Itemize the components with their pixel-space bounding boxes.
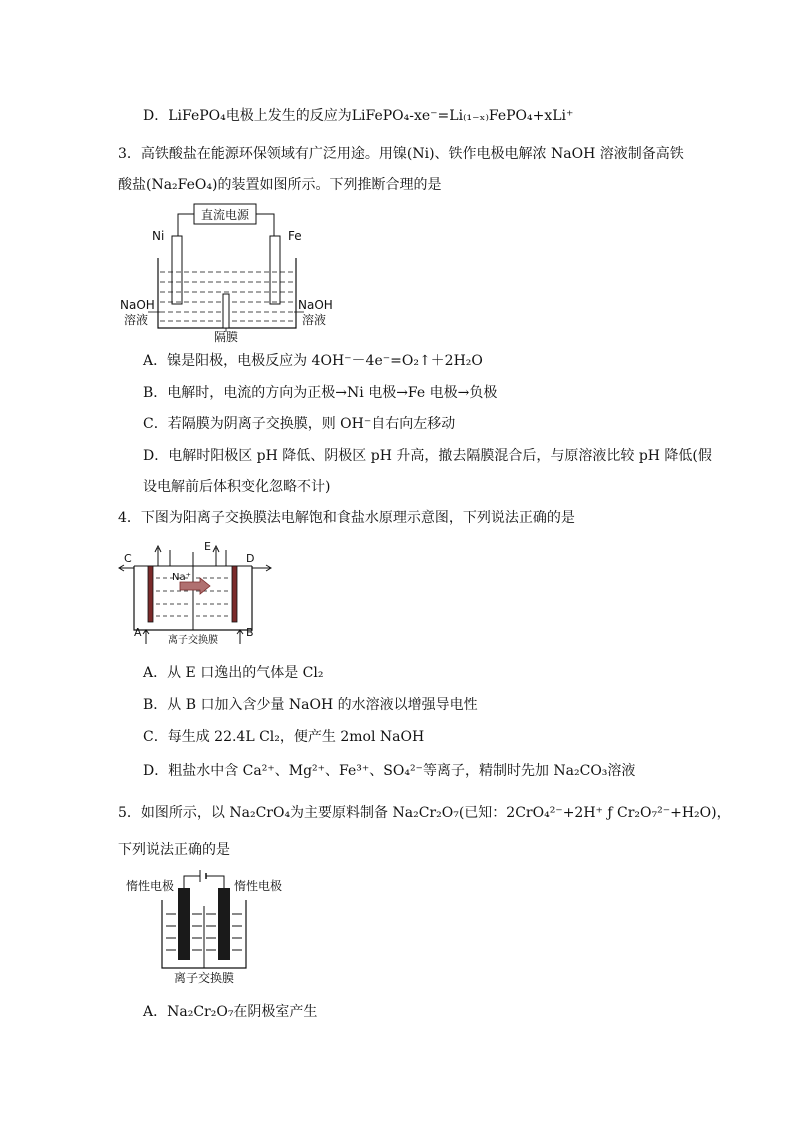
q3-stem-line1: 3．高铁酸盐在能源环保领域有广泛用途。用镍(Ni)、铁作电极电解浓 NaOH 溶液制备高铁 [118, 146, 684, 162]
q3-right-solution-2: 溶液 [302, 313, 327, 327]
q5-left-electrode [178, 888, 190, 960]
q3-option-b: B．电解时，电流的方向为正极→Ni 电极→Fe 电极→负极 [143, 385, 498, 401]
q3-option-a: A．镍是阳极，电极反应为 4OH⁻－4e⁻=O₂↑＋2H₂O [143, 353, 483, 369]
q4-option-a: A．从 E 口逸出的气体是 Cl₂ [143, 665, 324, 681]
q4-stem: 4．下图为阳离子交换膜法电解饱和食盐水原理示意图，下列说法正确的是 [118, 510, 575, 526]
q3-membrane [223, 294, 229, 328]
q5-membrane-label: 离子交换膜 [173, 971, 235, 985]
q5-right-label: 惰性电极 [234, 879, 283, 893]
q3-ni-label: Ni [152, 229, 165, 243]
q4-membrane-label: 离子交换膜 [168, 635, 218, 646]
q3-stem-line2: 酸盐(Na₂FeO₄)的装置如图所示。下列推断合理的是 [118, 177, 442, 193]
q3-right-wire [256, 214, 274, 236]
q4-label-c: C [124, 552, 132, 565]
q3-membrane-label: 隔膜 [213, 330, 239, 344]
q4-ion-label: Na⁺ [172, 572, 191, 583]
q3-right-solution-1: NaOH [298, 298, 333, 312]
q4-right-electrode [232, 566, 237, 622]
q4-electrolysis-figure [118, 536, 276, 648]
q3-left-solution-2: 溶液 [124, 313, 149, 327]
q3-fe-label: Fe [288, 229, 302, 243]
q5-right-electrode [218, 888, 230, 960]
q5-electrolysis-figure [124, 866, 304, 988]
q2-option-d: D．LiFePO₄电极上发生的反应为LiFePO₄-xe⁻=Li₍₁₋ₓ₎FePO₄+xLi⁺ [143, 108, 574, 124]
q3-option-d-line2: 设电解前后体积变化忽略不计) [143, 479, 331, 495]
q4-left-electrode [148, 566, 153, 622]
q3-left-solution-1: NaOH [120, 298, 155, 312]
q4-option-d: D．粗盐水中含 Ca²⁺、Mg²⁺、Fe³⁺、SO₄²⁻等离子，精制时先加 Na₂CO₃溶液 [143, 763, 636, 779]
q3-fe-electrode [270, 236, 280, 304]
q3-left-wire [178, 214, 194, 236]
q5-option-a: A．Na₂Cr₂O₇在阴极室产生 [143, 1004, 318, 1020]
q4-label-e: E [204, 540, 211, 553]
q5-left-label: 惰性电极 [126, 879, 175, 893]
q4-label-a: A [134, 626, 142, 639]
q3-option-d-line1: D．电解时阳极区 pH 降低、阴极区 pH 升高，撤去隔膜混合后，与原溶液比较 pH 降低(假 [143, 448, 712, 464]
q3-power-label: 直流电源 [200, 208, 250, 222]
q4-option-b: B．从 B 口加入含少量 NaOH 的水溶液以增强导电性 [143, 697, 478, 713]
q3-ni-electrode [172, 236, 182, 304]
q4-label-d: D [246, 552, 255, 565]
q3-option-c: C．若隔膜为阴离子交换膜，则 OH⁻自右向左移动 [143, 416, 456, 432]
q3-electrolysis-figure [118, 200, 348, 344]
q4-label-b: B [246, 626, 254, 639]
q5-stem-line1: 5．如图所示，以 Na₂CrO₄为主要原料制备 Na₂Cr₂O₇(已知：2CrO₄²⁻+2H⁺ ƒ Cr₂O₇²⁻+H₂O)， [118, 805, 731, 821]
q5-stem-line2: 下列说法正确的是 [118, 842, 230, 858]
q4-option-c: C．每生成 22.4L Cl₂，便产生 2mol NaOH [143, 729, 425, 745]
